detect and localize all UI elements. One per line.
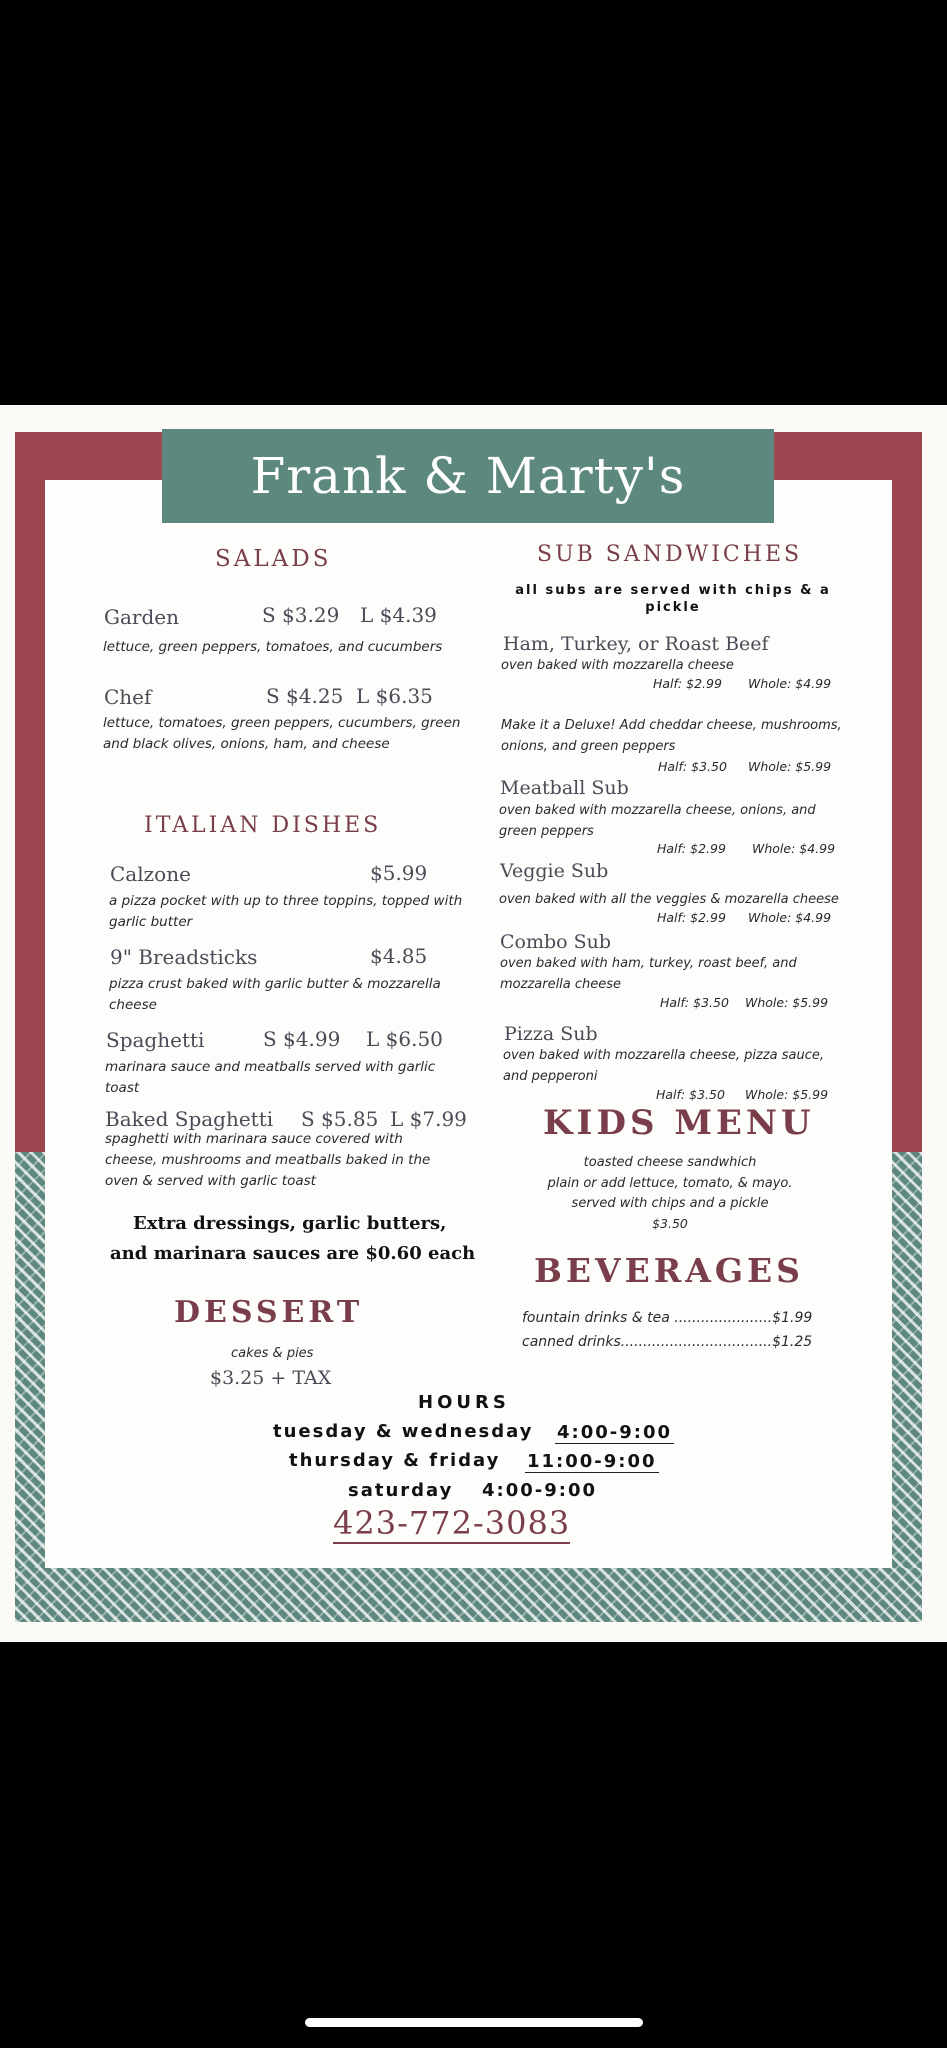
baked-spaghetti-small-price: S $5.85 <box>301 1107 379 1131</box>
pizza-sub-half: Half: $3.50 <box>656 1087 725 1102</box>
kids-line2: plain or add lettuce, tomato, & mayo. <box>547 1176 793 1191</box>
spaghetti-large-price: L $6.50 <box>366 1027 443 1051</box>
spaghetti-name: Spaghetti <box>106 1028 205 1052</box>
extras-line1: Extra dressings, garlic butters, <box>133 1213 447 1234</box>
garden-large-price: L $4.39 <box>360 603 437 627</box>
ham-turkey-half: Half: $2.99 <box>653 676 722 691</box>
veggie-half: Half: $2.99 <box>657 910 726 925</box>
meatball-whole: Whole: $4.99 <box>752 841 836 856</box>
chef-small-price: S $4.25 <box>266 684 344 708</box>
deluxe-half: Half: $3.50 <box>658 759 727 774</box>
veggie-desc: oven baked with all the veggies & mozarella cheese <box>499 892 839 907</box>
ham-turkey-name: Ham, Turkey, or Roast Beef <box>503 633 769 655</box>
deluxe-desc: Make it a Deluxe! Add cheddar cheese, mushrooms, onions, and green peppers <box>501 718 842 754</box>
combo-whole: Whole: $5.99 <box>745 995 829 1010</box>
garden-small-price: S $3.29 <box>262 603 340 627</box>
ham-turkey-whole: Whole: $4.99 <box>748 676 832 691</box>
pattern-border-right <box>892 1152 922 1622</box>
hours-days: tuesday & wednesday <box>273 1421 534 1442</box>
chef-desc: lettuce, tomatoes, green peppers, cucumbers, green and black olives, onions, ham, and cheese <box>103 715 461 752</box>
kids-line3: served with chips and a pickle <box>571 1196 769 1211</box>
chef-name: Chef <box>104 685 152 709</box>
veggie-whole: Whole: $4.99 <box>748 910 832 925</box>
beverage-item: canned drinks..................................$1.25 <box>522 1334 813 1350</box>
calzone-price: $5.99 <box>370 861 428 885</box>
subs-note: all subs are served with chips & a pickle <box>515 583 831 615</box>
ham-turkey-desc: oven baked with mozzarella cheese <box>501 658 734 673</box>
breadsticks-price: $4.85 <box>370 944 428 968</box>
restaurant-title: Frank & Marty's <box>162 429 774 523</box>
salads-heading: SALADS <box>215 546 332 572</box>
combo-half: Half: $3.50 <box>660 995 729 1010</box>
kids-line1: toasted cheese sandwhich <box>583 1155 757 1170</box>
dessert-desc: cakes & pies <box>231 1346 314 1361</box>
beverage-item: fountain drinks & tea ......................$1.99 <box>522 1310 813 1326</box>
chef-large-price: L $6.35 <box>356 684 433 708</box>
combo-name: Combo Sub <box>500 931 612 953</box>
hours-days: saturday <box>348 1480 454 1501</box>
hours-days: thursday & friday <box>289 1450 501 1471</box>
maroon-border-left <box>15 432 45 1152</box>
kids-heading: KIDS MENU <box>543 1103 815 1143</box>
pizza-sub-desc: oven baked with mozzarella cheese, pizza sauce, and pepperoni <box>503 1048 825 1084</box>
pattern-border-bottom <box>15 1568 922 1622</box>
baked-spaghetti-large-price: L $7.99 <box>390 1107 467 1131</box>
beverages-heading: BEVERAGES <box>534 1251 804 1290</box>
hours-time: 11:00-9:00 <box>527 1451 657 1472</box>
hours-heading: HOURS <box>418 1392 510 1413</box>
combo-desc: oven baked with ham, turkey, roast beef, and mozzarella cheese <box>500 956 797 992</box>
garden-desc: lettuce, green peppers, tomatoes, and cucumbers <box>103 639 443 655</box>
dessert-price: $3.25 + TAX <box>210 1367 332 1389</box>
phone-number[interactable]: 423-772-3083 <box>333 1504 571 1542</box>
baked-spaghetti-name: Baked Spaghetti <box>105 1107 274 1131</box>
menu-photo <box>0 405 947 1642</box>
hours-time: 4:00-9:00 <box>482 1480 598 1501</box>
breadsticks-name: 9" Breadsticks <box>110 945 258 969</box>
meatball-half: Half: $2.99 <box>657 841 726 856</box>
italian-heading: ITALIAN DISHES <box>144 813 382 838</box>
kids-price: $3.50 <box>652 1216 688 1231</box>
baked-spaghetti-desc: spaghetti with marinara sauce covered with cheese, mushrooms and meatballs baked in the oven & served with garlic toast <box>105 1131 431 1189</box>
subs-heading: SUB SANDWICHES <box>537 542 803 567</box>
meatball-desc: oven baked with mozzarella cheese, onions, and green peppers <box>499 803 816 839</box>
calzone-name: Calzone <box>110 862 191 886</box>
pizza-sub-name: Pizza Sub <box>504 1023 598 1045</box>
garden-name: Garden <box>104 605 179 629</box>
dessert-heading: DESSERT <box>174 1295 364 1330</box>
deluxe-whole: Whole: $5.99 <box>748 759 832 774</box>
pizza-sub-whole: Whole: $5.99 <box>745 1087 829 1102</box>
calzone-desc: a pizza pocket with up to three toppins, topped with garlic butter <box>109 893 463 930</box>
spaghetti-small-price: S $4.99 <box>263 1027 341 1051</box>
breadsticks-desc: pizza crust baked with garlic butter & mozzarella cheese <box>109 976 441 1013</box>
meatball-name: Meatball Sub <box>500 777 629 799</box>
pattern-border-left <box>15 1152 45 1622</box>
spaghetti-desc: marinara sauce and meatballs served with garlic toast <box>105 1059 436 1096</box>
veggie-name: Veggie Sub <box>500 860 609 882</box>
hours-time: 4:00-9:00 <box>557 1422 673 1443</box>
maroon-border-right <box>892 432 922 1152</box>
home-indicator[interactable] <box>305 2018 643 2027</box>
extras-line2: and marinara sauces are $0.60 each <box>110 1243 476 1264</box>
